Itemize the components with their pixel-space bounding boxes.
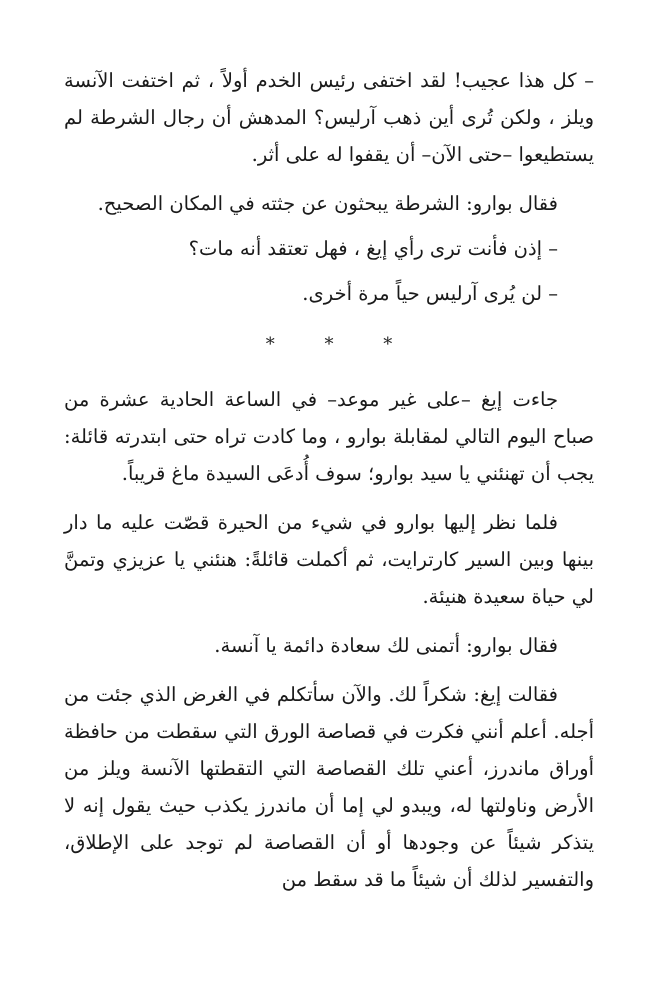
- paragraph-dialogue-3: – لن يُرى آرليس حياً مرة أخرى.: [302, 282, 558, 305]
- paragraph-poirot-puzzled: فلما نظر إليها بوارو في شيء من الحيرة قصّت عليه ما دار بينها وبين السير كارترايت، ثم أكملت قائلةً: هنئني يا عزيزي وتمنَّ لي حياة سعيدة هنيئة.: [64, 511, 594, 608]
- book-page: [64, 62, 594, 898]
- paragraph-dialogue-1: – كل هذا عجيب! لقد اختفى رئيس الخدم أولاً ، ثم اختفت الآنسة ويلز ، ولكن تُرى أين ذهب آرليس؟ المدهش أن رجال الشرطة لم يستطيعوا –حتى الآن– أن يقفوا له على أثر.: [64, 69, 594, 166]
- section-separator: * * *: [265, 334, 415, 355]
- paragraph-egg-arrives: جاءت إيغ –على غير موعد– في الساعة الحادية عشرة من صباح اليوم التالي لمقابلة بوارو ، وما كادت تراه حتى ابتدرته قائلة: يجب أن تهنئني يا سيد بوارو؛ سوف أُدعَى السيدة ماغ قريباً.: [64, 388, 594, 485]
- paragraph-poirot-reply: فقال بوارو: الشرطة يبحثون عن جثته في المكان الصحيح.: [97, 192, 558, 215]
- paragraph-egg-explains: فقالت إيغ: شكراً لك. والآن سأتكلم في الغرض الذي جئت من أجله. أعلم أنني فكرت في قصاصة الورق التي سقطت من حافظة أوراق ماندرز، أعني تلك القصاصة التي التقطتها الآنسة ويلز من الأرض وناولتها له، ويبدو لي إما أن ماندرز يكذب حيث يقول إنه لا يتذكر شيئاً عن وجودها أو أن القصاصة لم توجد على الإطلاق، والتفسير لذلك أن شيئاً ما قد سقط من: [64, 683, 594, 891]
- paragraph-dialogue-2: – إذن فأنت ترى رأي إيغ ، فهل تعتقد أنه مات؟: [188, 237, 558, 260]
- paragraph-poirot-wishes: فقال بوارو: أتمنى لك سعادة دائمة يا آنسة.: [214, 634, 558, 657]
